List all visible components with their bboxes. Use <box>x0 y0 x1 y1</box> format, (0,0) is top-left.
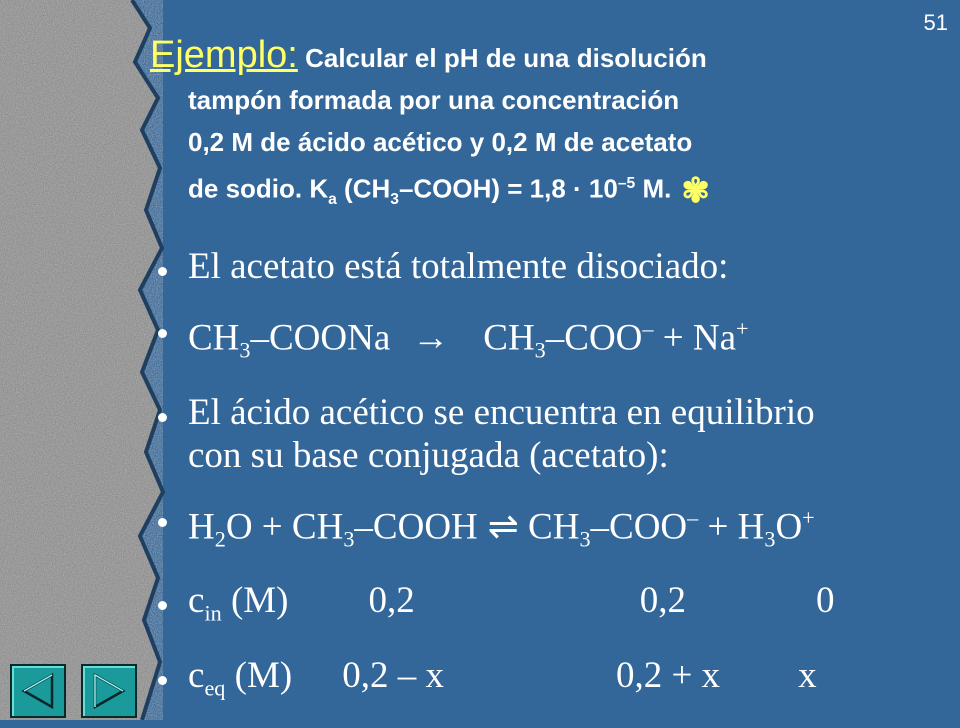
initial-h3o-value: 0 <box>816 580 835 622</box>
bullet-text: El ácido acético se encuentra en equilibrio <box>188 391 815 433</box>
ch3-subscript: 3 <box>390 190 399 208</box>
title-text-4c: –COOH) = 1,8 · 10 <box>398 173 618 204</box>
title-line-4 <box>150 163 940 221</box>
bullet-icon <box>158 518 167 527</box>
initial-base-value: 0,2 <box>639 580 686 622</box>
list-item <box>155 245 935 288</box>
next-slide-button[interactable] <box>81 664 137 718</box>
page-number: 51 <box>923 10 948 35</box>
exponent-superscript: –5 <box>617 175 636 192</box>
title-line-3: 0,2 M de ácido acético y 0,2 M de acetato <box>188 127 693 157</box>
list-item: $CH_3$–COONa → $CH_3-COO^- + Na^+$ <box>155 307 935 372</box>
stone-texture-border <box>0 0 170 720</box>
list-item: $H_2O$ + $CH_3$–COOH ⇌ $CH_3-COO^- + H_3O^+$ <box>155 496 935 561</box>
ka-subscript: a <box>328 190 337 208</box>
title-block <box>150 34 940 221</box>
bullet-list <box>155 245 935 728</box>
equilibrium-symbol: ⇌ <box>487 506 519 548</box>
equilibrium-acid-value: 0,2 – x <box>342 654 444 696</box>
title-text-4a: de sodio. K <box>188 173 329 204</box>
previous-arrow-icon <box>18 671 58 711</box>
initial-acid-value: 0,2 <box>368 580 415 622</box>
equilibrium-h3o-value: x <box>798 654 817 696</box>
bullet-icon <box>158 413 167 422</box>
bullet-icon <box>158 676 167 685</box>
bullet-icon <box>158 601 167 610</box>
title-text-4d: M. <box>635 173 672 204</box>
list-item: $c_{in}$ (M) 0,2 0,2 0 <box>155 579 935 634</box>
title-line-1 <box>150 34 940 79</box>
list-item <box>155 391 935 477</box>
next-arrow-icon <box>89 671 129 711</box>
list-item: $c_{eq}$ (M) 0,2 – x 0,2 + x x <box>155 654 935 709</box>
previous-slide-button[interactable] <box>10 664 66 718</box>
title-line-2: tampón formada por una concentración <box>188 85 680 115</box>
bullet-icon <box>158 329 167 338</box>
reaction-arrow: → <box>412 317 450 359</box>
title-text-4b: (CH <box>336 173 391 204</box>
bullet-icon <box>158 267 167 276</box>
title-text-1: Calcular el pH de una disolución <box>305 43 707 73</box>
bullet-text: con su base conjugada (acetato): <box>188 434 669 476</box>
bullet-text: El acetato está totalmente disociado: <box>188 246 729 287</box>
example-label: Ejemplo: <box>150 34 298 76</box>
equilibrium-base-value: 0,2 + x <box>615 654 721 696</box>
flower-icon: ✾ <box>681 171 710 210</box>
